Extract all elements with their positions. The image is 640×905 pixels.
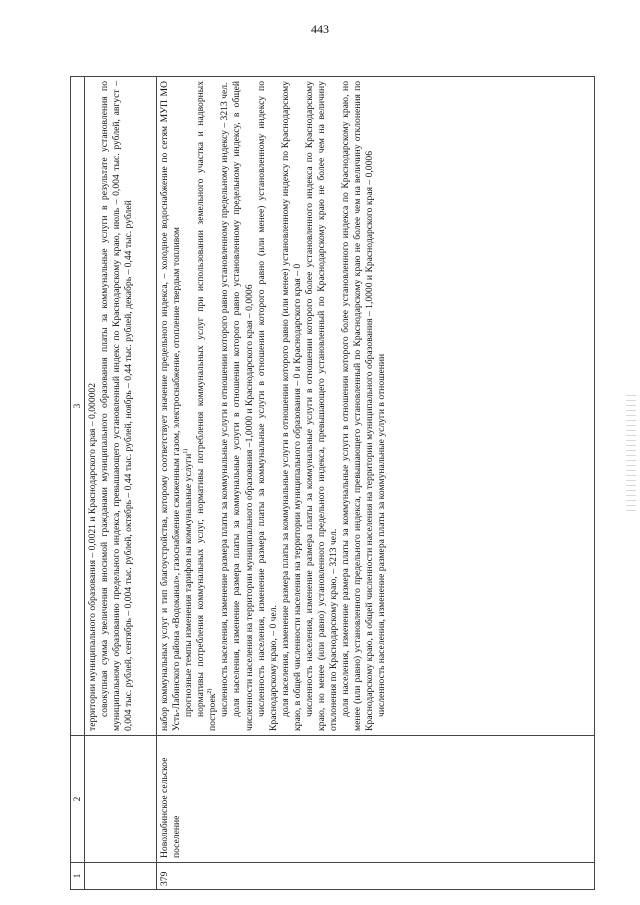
continued-paragraph: совокупная сумма увеличения вносимой гражданами муниципального образования платы за коммунальные услуги в результате установления по муниципальному образованию предельного индекса, превышающего установленный индекс по Краснодарскому краю, июль – 0,004 тыс. рублей, август – 0,004 тыс. рублей, сентябрь – 0,004 тыс. рублей, октябрь – 0,44 тыс. рублей, ноябрь – 0,44 тыс. рублей, декабрь – 0,44 тыс. рублей: [99, 81, 135, 731]
row-paragraph-text: нормативы потребления коммунальных услуг, нормативы потребления коммунальных услуг при использовании земельного участка и надворных построек: [195, 81, 219, 731]
row-number: 379: [157, 863, 595, 890]
scan-edge-mark: [626, 395, 636, 515]
header-col-2: 2: [71, 736, 85, 863]
continued-number-cell: [85, 863, 157, 890]
header-col-1: 1: [71, 863, 85, 890]
settlement-name: Новолабинское сельское поселение: [157, 736, 595, 863]
table-row-379: [157, 77, 595, 890]
header-col-3: 3: [71, 77, 85, 736]
continued-text-cell: [85, 77, 157, 736]
footnote-mark: 2): [207, 688, 214, 694]
continued-name-cell: [85, 736, 157, 863]
table-header-row: [71, 77, 85, 890]
row-paragraph: [183, 81, 195, 731]
continued-paragraph: территории муниципального образования – 0,0021 и Краснодарского края – 0,000002: [87, 382, 98, 731]
table-row-continued: [85, 77, 157, 890]
row-paragraph: набор коммунальных услуг и тип благоустройства, которому соответствует значение предельного индекса, – холодное водоснабжение по сетям МУП МО Усть-Лабинского района «Водоканал», газоснабжение сжиженным газом, электроснабжение, отопление твердым топливом: [159, 81, 183, 731]
row-paragraph: доля населения, изменение размера платы за коммунальные услуги в отношении которого равно (или менее) установленному индексу по Краснодарскому краю, в общей численности населения на территории муниципального образования – 0 и Краснодарского края – 0: [279, 81, 303, 731]
page-number: 443: [311, 22, 329, 36]
row-paragraph: доля населения, изменение размера платы за коммунальные услуги в отношении которого равно установленному предельному индексу, в общей численности населения на территории муниципального образования –1,0000 и Краснодарского края – 0,0006: [231, 81, 255, 731]
row-description: [157, 77, 595, 736]
row-paragraph: численность населения, изменение размера платы за коммунальные услуги в отношении которого более установленного индекса по Краснодарскому краю, но менее (или равно) установленного предельного индекса, превышающего установленный по Краснодарскому краю не более чем на величину отклонения по Краснодарскому краю, – 3213 чел.: [303, 81, 340, 731]
row-paragraph: [195, 81, 219, 731]
row-paragraph: численность населения, изменение размера платы за коммунальные услуги в отношении которого равно (или менее) установленному индексу по Краснодарскому краю, – 0 чел.: [255, 81, 279, 731]
row-paragraph: численность населения, изменение размера платы за коммунальные услуги в отношении которого равно установленному предельному индексу – 3213 чел.: [219, 82, 231, 717]
row-paragraph: доля населения, изменение размера платы за коммунальные услуги в отношении которого более установленного индекса по Краснодарскому краю, но менее (или равно) установленного предельного индекса, превышающего установленный по Краснодарскому краю не более чем на величину отклонения по Краснодарскому краю, в общей численности населения на территории муниципального образования – 1,0000 и Краснодарского края – 0,0006: [340, 81, 376, 731]
row-paragraph-text: прогнозные темпы изменения тарифов на коммунальные услуги: [183, 453, 195, 717]
tariff-index-table: [70, 76, 595, 890]
row-paragraph: численность населения, изменение размера платы за коммунальные услуги в отношении: [376, 353, 388, 717]
footnote-mark: 1): [182, 448, 189, 454]
rotated-table-area: [70, 76, 595, 890]
